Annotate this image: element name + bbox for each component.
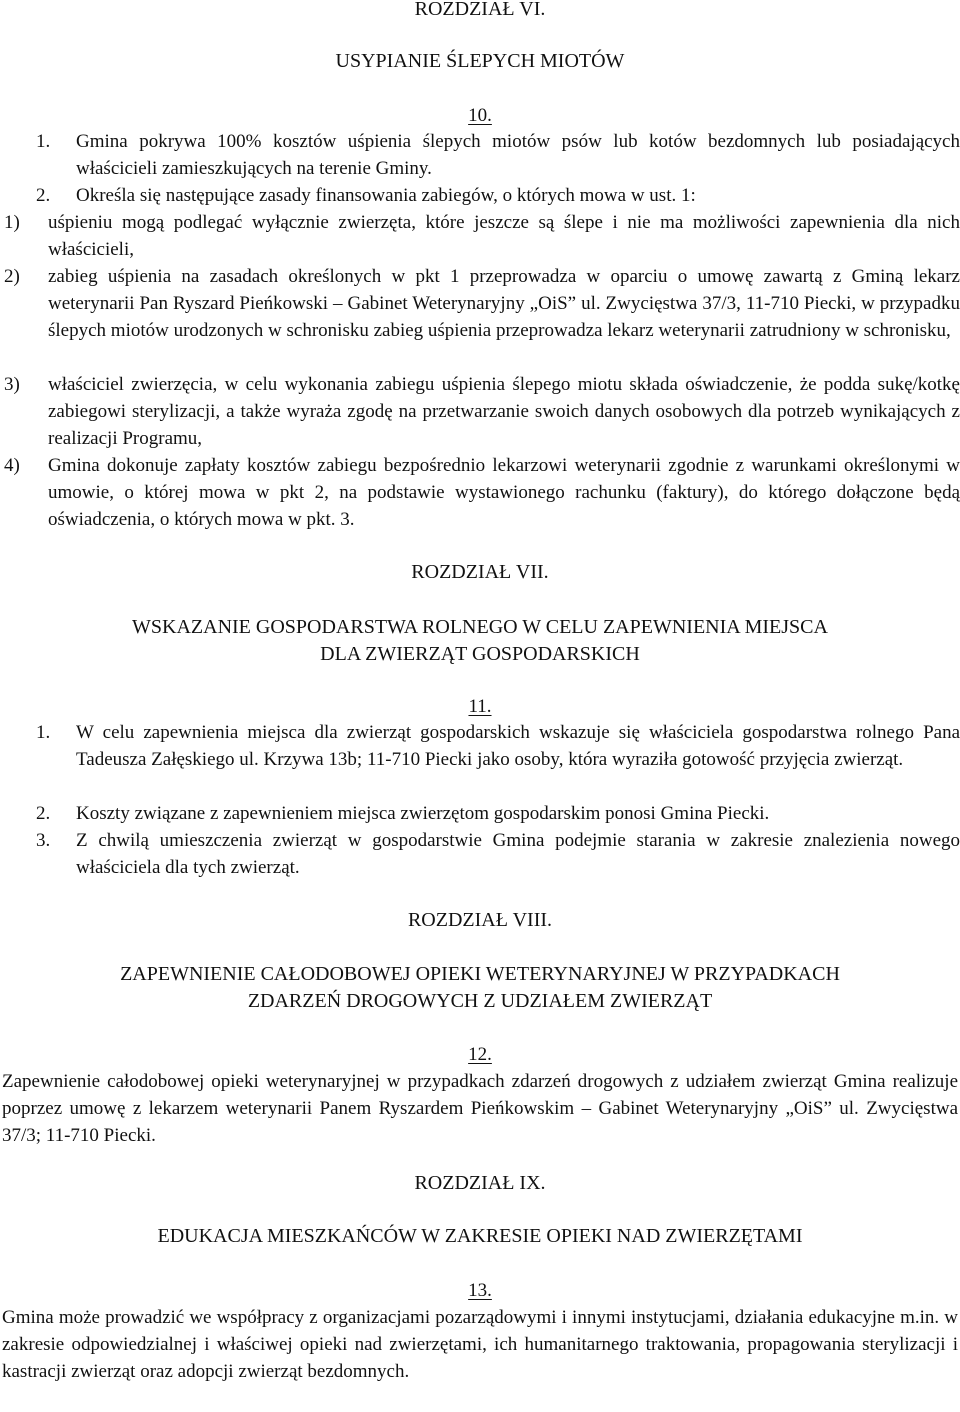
list-text: uśpieniu mogą podlegać wyłącznie zwierzęta, które jeszcze są ślepe i nie ma możliwości zapewnienia dla nich właścicieli, (48, 212, 960, 260)
list-number: 4) (4, 455, 20, 476)
list-item (4, 371, 960, 452)
list-item (36, 128, 960, 182)
list-item (4, 209, 960, 263)
chapter-8-heading-line1: ZAPEWNIENIE CAŁODOBOWEJ OPIEKI WETERYNARYJNEJ W PRZYPADKACH (120, 963, 840, 985)
list-number: 2. (36, 803, 51, 824)
list-text: Koszty związane z zapewnieniem miejsca zwierzętom gospodarskim ponosi Gmina Piecki. (76, 803, 770, 824)
paragraph-13-text: Gmina może prowadzić we współpracy z organizacjami pozarządowymi i innymi instytucjami, działania edukacyjne m.in. w zakresie odpowiedzialnej i właściwej opieki nad zwierzętami, ich humanitarnego traktowania, propagowania sterylizacji i kastracji zwierząt oraz adopcji zwierząt bezdomnych. (2, 1307, 958, 1382)
chapter-7-heading-line2: DLA ZWIERZĄT GOSPODARSKICH (320, 643, 640, 665)
list-text: zabieg uśpienia na zasadach określonych w pkt 1 przeprowadza w oparciu o umowę zawartą z Gminą lekarz weterynarii Pan Ryszard Pieńkowski – Gabinet Weterynaryjny „OiS” ul. Zwycięstwa 37/3, 11-710 Piecki, w przypadku ślepych miotów urodzonych w schronisku zabieg uśpienia przeprowadza lekarz weterynarii zatrudniony w schronisku, (48, 266, 960, 341)
list-number: 2) (4, 266, 20, 287)
list-text: Gmina pokrywa 100% kosztów uśpienia ślepych miotów psów lub kotów bezdomnych lub posiadających właścicieli zamieszkujących na terenie Gminy. (76, 131, 960, 179)
paragraph-12-number: 12. (468, 1044, 492, 1065)
chapter-8-heading-line2: ZDARZEŃ DROGOWYCH Z UDZIAŁEM ZWIERZĄT (247, 990, 713, 1012)
list-text: Z chwilą umieszczenia zwierząt w gospodarstwie Gmina podejmie starania w zakresie znalezienia nowego właściciela dla tych zwierząt. (76, 830, 960, 878)
chapter-9-title: ROZDZIAŁ IX. (414, 1172, 546, 1194)
list-number: 2. (36, 185, 51, 206)
list-number: 1) (4, 212, 20, 233)
chapter-6-heading: USYPIANIE ŚLEPYCH MIOTÓW (335, 50, 625, 72)
list-item (4, 263, 960, 371)
list-item (36, 800, 960, 827)
paragraph-10-number: 10. (468, 105, 492, 126)
list-text: Gmina dokonuje zapłaty kosztów zabiegu bezpośrednio lekarzowi weterynarii zgodnie z warunkami określonymi w umowie, o której mowa w pkt 2, na podstawie wystawionego rachunku (faktury), do którego dołączone będą oświadczenia, o których mowa w pkt. 3. (48, 455, 960, 530)
paragraph-11-number: 11. (468, 696, 492, 717)
list-number: 3) (4, 374, 20, 395)
list-number: 3. (36, 830, 51, 851)
list-text: W celu zapewnienia miejsca dla zwierząt gospodarskich wskazuje się właściciela gospodarstwa rolnego Pana Tadeusza Załęskiego ul. Krzywa 13b; 11-710 Piecki jako osoby, która wyraziła gotowość przyjęcia zwierząt. (76, 722, 960, 770)
list-item (36, 719, 960, 800)
list-item (4, 452, 960, 533)
chapter-6-title: ROZDZIAŁ VI. (414, 0, 546, 20)
chapter-7-title: ROZDZIAŁ VII. (411, 561, 549, 583)
list-text: właściciel zwierzęcia, w celu wykonania zabiegu uśpienia ślepego miotu składa oświadczenie, że podda sukę/kotkę zabiegowi sterylizacji, a także wyraża zgodę na przetwarzanie swoich danych osobowych dla potrzeb wynikających z realizacji Programu, (48, 374, 960, 449)
list-number: 1. (36, 722, 51, 743)
paragraph-12-text: Zapewnienie całodobowej opieki weterynaryjnej w przypadkach zdarzeń drogowych z udziałem zwierząt Gmina realizuje poprzez umowę z lekarzem weterynarii Panem Ryszardem Pieńkowskim – Gabinet Weterynaryjny „OiS” ul. Zwycięstwa 37/3; 11-710 Piecki. (2, 1071, 958, 1146)
list-item (36, 182, 960, 209)
paragraph-13-number: 13. (468, 1280, 492, 1301)
chapter-9-heading: EDUKACJA MIESZKAŃCÓW W ZAKRESIE OPIEKI NAD ZWIERZĘTAMI (157, 1225, 803, 1247)
chapter-7-heading-line1: WSKAZANIE GOSPODARSTWA ROLNEGO W CELU ZAPEWNIENIA MIEJSCA (132, 616, 828, 638)
list-text: Określa się następujące zasady finansowania zabiegów, o których mowa w ust. 1: (76, 185, 696, 206)
list-number: 1. (36, 131, 51, 152)
list-item (36, 827, 960, 881)
chapter-8-title: ROZDZIAŁ VIII. (407, 909, 553, 931)
